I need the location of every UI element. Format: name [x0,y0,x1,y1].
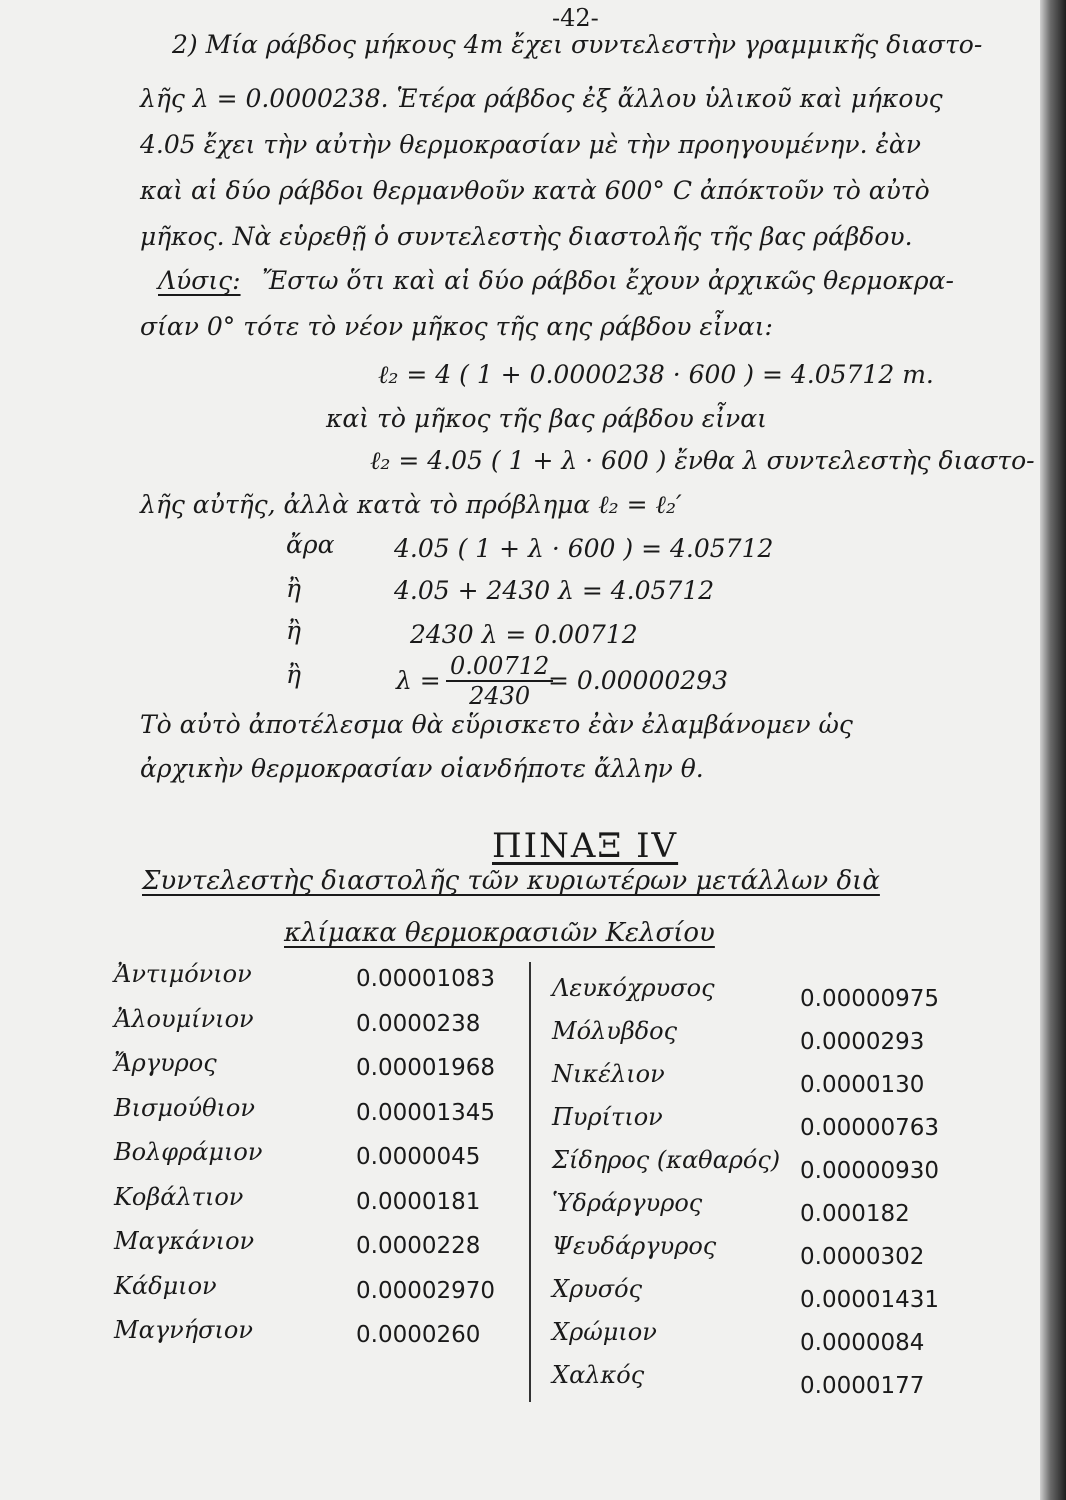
coefficient-value: 0.0000045 [356,1144,481,1170]
coefficient-value: 0.0000238 [356,1010,481,1037]
coefficient-value: 0.0000228 [356,1233,481,1259]
metal-name: Σίδηρος (καθαρός) [552,1146,781,1174]
coefficient-value: 0.00000930 [800,1158,940,1184]
coefficient-value: 0.0000084 [800,1330,925,1356]
book-spine [1040,0,1066,1500]
solution-line: Ἔστω ὅτι καὶ αἱ δύο ράβδοι ἔχουν ἀρχικῶς θερμοκρα- [262,266,954,295]
solution-line: σίαν 0° τότε τὸ νέον μῆκος τῆς αης ράβδου εἶναι: [140,312,773,341]
metal-name: Μαγνήσιον [114,1316,253,1344]
step-equation: λ = [396,666,441,695]
coefficient-value: 0.00000763 [800,1115,940,1141]
step-word: ἢ [286,574,301,603]
coefficient-value: 0.0000260 [356,1322,481,1348]
metal-name: Ἀλουμίνιον [114,1004,254,1033]
metal-name: Βολφράμιον [114,1138,263,1166]
coefficient-value: 0.000182 [800,1201,910,1227]
metal-name: Χαλκός [552,1361,645,1389]
step-equation: 2430 λ = 0.00712 [410,620,638,649]
table-title: ΠΙΝΑΞ IV [492,826,679,866]
metal-name: Κοβάλτιον [114,1182,244,1211]
metal-name: Ἀντιμόνιον [114,960,252,988]
step-equation: 4.05 + 2430 λ = 4.05712 [394,576,715,605]
conclusion-line: ἀρχικὴν θερμοκρασίαν οἱανδήποτε ἄλλην θ. [140,754,704,783]
metal-name: Βισμούθιον [114,1093,255,1122]
solution-label: Λύσις: [158,266,241,295]
step-word: ἢ [286,616,301,645]
step-equation: 4.05 ( 1 + λ · 600 ) = 4.05712 [394,534,774,563]
metal-name: Νικέλιον [552,1060,665,1088]
fraction-denominator: 2430 [469,682,531,710]
step-word: ἢ [286,660,301,689]
coefficient-value: 0.00001431 [800,1287,940,1313]
coefficient-value: 0.00001968 [356,1055,496,1081]
problem-line: 4.05 ἔχει τὴν αὐτὴν θερμοκρασίαν μὲ τὴν προηγουμένην. ἐὰν [140,130,921,159]
step-result: = 0.00000293 [548,666,728,695]
coefficient-value: 0.00001083 [356,966,496,992]
conclusion-line: Τὸ αὐτὸ ἀποτέλεσμα θὰ εὕρισκετο ἐὰν ἐλαμβάνομεν ὡς [140,710,853,739]
problem-line: λῆς λ = 0.0000238. Ἑτέρα ράβδος ἐξ ἄλλου ὑλικοῦ καὶ μήκους [140,84,943,113]
metal-name: Χρυσός [552,1275,643,1303]
fraction-numerator: 0.00712 [446,652,553,682]
metal-name: Λευκόχρυσος [552,974,715,1002]
equation-l2: ℓ₂ = 4 ( 1 + 0.0000238 · 600 ) = 4.05712 m. [378,360,934,389]
problem-line: 2) Μία ράβδος μήκους 4m ἔχει συντελεστὴν γραμμικῆς διαστο- [172,30,983,59]
problem-line: μῆκος. Νὰ εὑρεθῇ ὁ συντελεστὴς διαστολῆς τῆς βας ράβδου. [140,222,913,251]
metal-name: Χρώμιον [552,1318,657,1346]
metal-name: Πυρίτιον [552,1103,663,1131]
problem-line: καὶ αἱ δύο ράβδοι θερμανθοῦν κατὰ 600° C ἀπόκτοῦν τὸ αὐτὸ [140,176,930,205]
table-subtitle: Συντελεστὴς διαστολῆς τῶν κυριωτέρων μετάλλων διὰ [142,866,880,896]
coefficient-value: 0.00001345 [356,1099,496,1126]
table-divider [529,962,531,1402]
coefficient-value: 0.0000130 [800,1072,925,1098]
equation-l2-prime: ℓ₂ = 4.05 ( 1 + λ · 600 ) ἔνθα λ συντελεστὴς διαστο- [370,446,1035,475]
table-subtitle: κλίμακα θερμοκρασιῶν Κελσίου [284,918,715,948]
coefficient-value: 0.00000975 [800,986,940,1012]
coefficient-value: 0.0000181 [356,1188,481,1215]
coefficient-value: 0.00002970 [356,1277,496,1304]
metal-name: Κάδμιον [114,1271,217,1300]
metal-name: Μαγκάνιον [114,1227,255,1255]
metal-name: Ψευδάργυρος [552,1232,717,1260]
page-number: -42- [552,4,599,32]
metal-name: Μόλυβδος [552,1017,678,1045]
solution-line: καὶ τὸ μῆκος τῆς βας ράβδου εἶναι [326,404,767,433]
coefficient-value: 0.0000177 [800,1373,925,1399]
coefficient-value: 0.0000302 [800,1244,925,1270]
solution-line: λῆς αὐτῆς, ἀλλὰ κατὰ τὸ πρόβλημα ℓ₂ = ℓ₂′ [140,490,682,519]
fraction [446,652,553,710]
coefficient-value: 0.0000293 [800,1029,925,1055]
metal-name: Ὑδράργυρος [552,1189,703,1217]
metal-name: Ἄργυρος [114,1049,217,1077]
step-word: ἄρα [286,530,335,559]
